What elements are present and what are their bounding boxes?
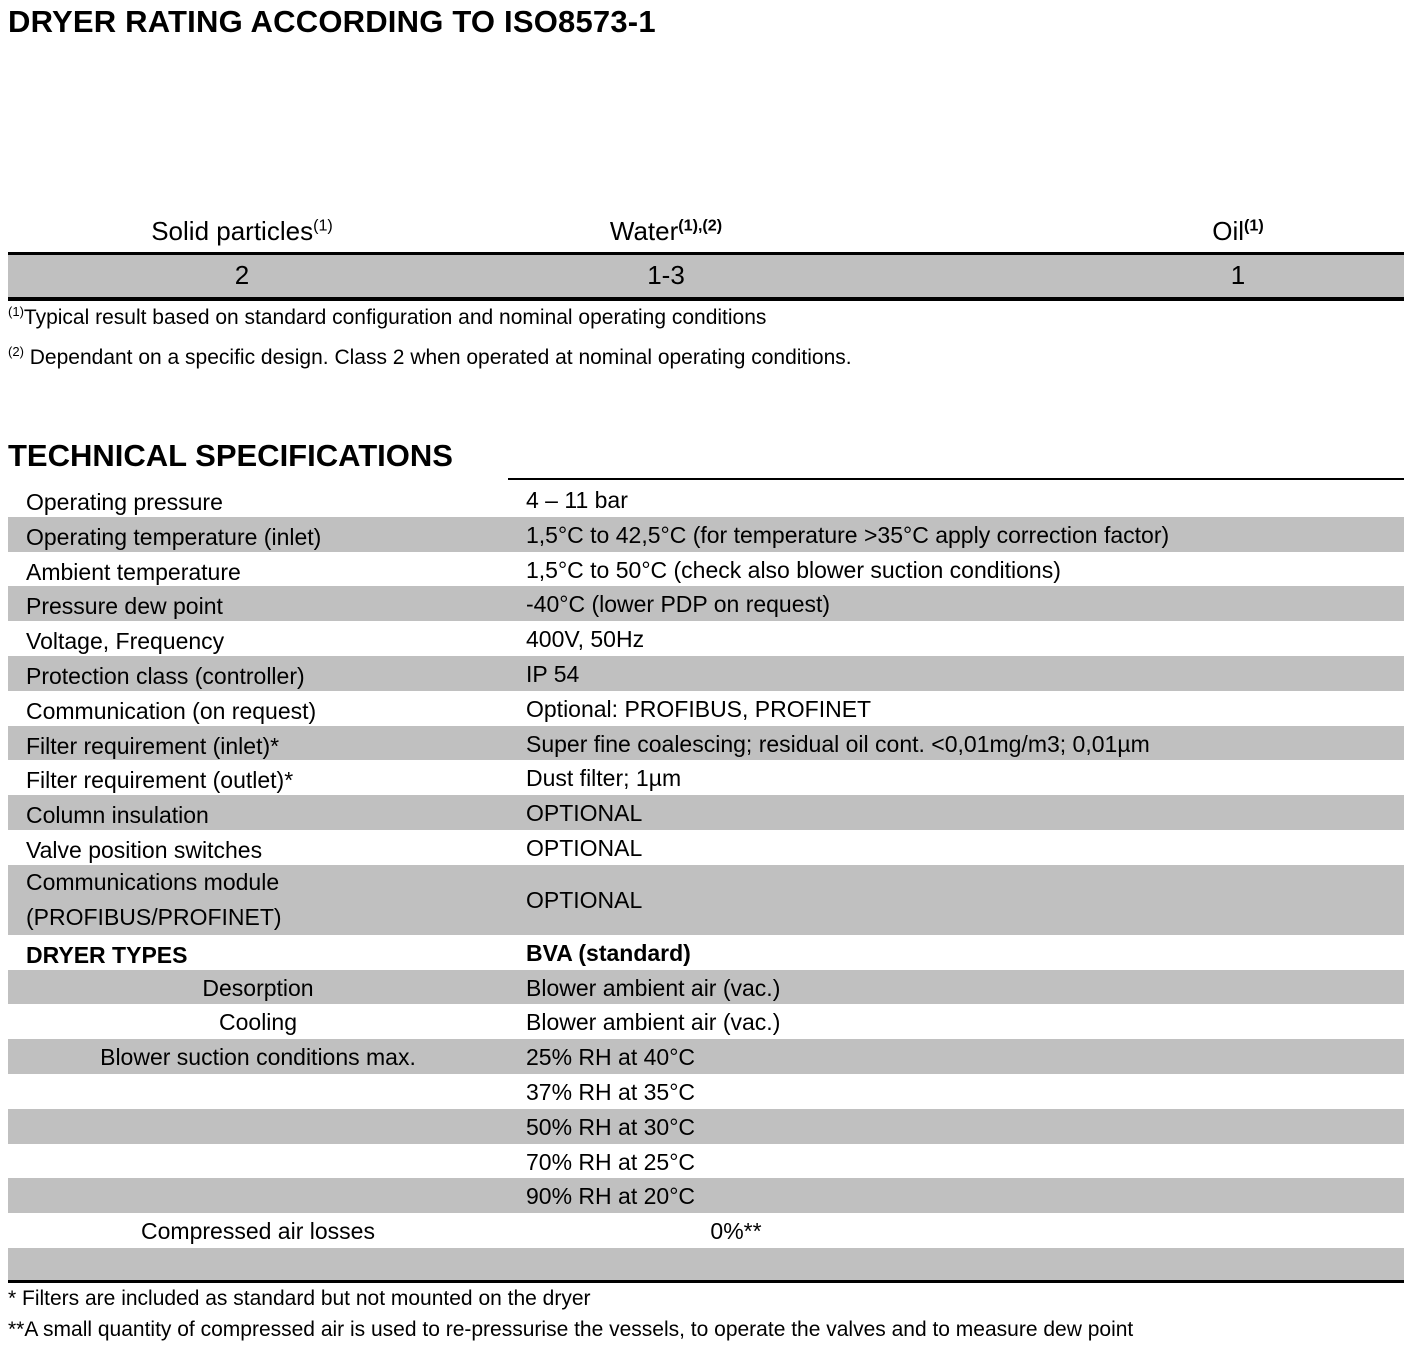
rating-note-2: $^{(2)}$ Dependant on a specific design. Class 2 when operated at nominal operating conditions. (8, 344, 852, 369)
spec-row-blower-5: 90% RH at 20°C (8, 1178, 1404, 1213)
rating-value-solid: 2 (234, 260, 250, 290)
specs-title-rule (508, 478, 1404, 480)
rating-value-row (8, 255, 1404, 301)
spec-row: Operating pressure 4 – 11 bar (26, 487, 628, 515)
spec-row: Protection class (controller) IP 54 (8, 656, 1404, 691)
spec-row: Operating temperature (inlet) 1,5°C to 42,5°C (for temperature >35°C apply correction factor) (8, 517, 1404, 552)
rating-header-water: Water$^{(1),(2)}$ (609, 216, 723, 246)
spec-row-cooling: Cooling Blower ambient air (vac.) (219, 1009, 781, 1036)
rating-header-oil: Oil$^{(1)}$ (1212, 216, 1264, 246)
spec-row: Ambient temperature 1,5°C to 50°C (check also blower suction conditions) (26, 556, 1061, 585)
spec-row-blower-4: 70% RH at 25°C (526, 1148, 695, 1175)
spec-row-empty (8, 1248, 1404, 1283)
specs-title: TECHNICAL SPECIFICATIONS (8, 438, 453, 473)
rating-table (8, 212, 1404, 301)
rating-value-oil: 1 (1230, 260, 1246, 290)
spec-row: Filter requirement (outlet)* Dust filter; 1µm (26, 765, 682, 794)
spec-row-desorption: Desorption Blower ambient air (vac.) (8, 970, 1404, 1005)
rating-title: DRYER RATING ACCORDING TO ISO8573-1 (8, 4, 656, 39)
spec-row-comm-module: Communications module (PROFIBUS/PROFINET) OPTIONAL (8, 865, 1404, 935)
spec-row: Communication (on request) Optional: PROFIBUS, PROFINET (26, 695, 872, 724)
spec-row-air-losses: Compressed air losses 0%** (141, 1218, 762, 1245)
spec-row-blower-3: 50% RH at 30°C (8, 1109, 1404, 1144)
spec-row: Valve position switches OPTIONAL (26, 834, 643, 863)
specs-table (8, 482, 1404, 1283)
footnote-air-losses: **A small quantity of compressed air is used to re-pressurise the vessels, to operate the valves and to measure dew point (8, 1318, 1134, 1341)
spec-row-blower-2: 37% RH at 35°C (526, 1078, 695, 1105)
spec-row: Pressure dew point -40°C (lower PDP on request) (8, 586, 1404, 621)
spec-row: Voltage, Frequency 400V, 50Hz (26, 626, 645, 655)
specs-bottom-rule (8, 1280, 1404, 1283)
spec-row: Column insulation OPTIONAL (8, 795, 1404, 830)
rating-header-solid: Solid particles$^{(1)}$ (151, 216, 333, 246)
spec-row-dryer-types: DRYER TYPES BVA (standard) (26, 939, 691, 968)
spec-row: Filter requirement (inlet)* Super fine coalescing; residual oil cont. <0,01mg/m3; 0,01µm (8, 726, 1404, 761)
spec-row-blower: Blower suction conditions max. 25% RH at 40°C (8, 1039, 1404, 1074)
rating-note-1: $^{(1)}$Typical result based on standard configuration and nominal operating conditions (8, 304, 767, 329)
rating-value-water: 1-3 (647, 260, 685, 290)
footnote-filters: * Filters are included as standard but not mounted on the dryer (8, 1287, 591, 1310)
